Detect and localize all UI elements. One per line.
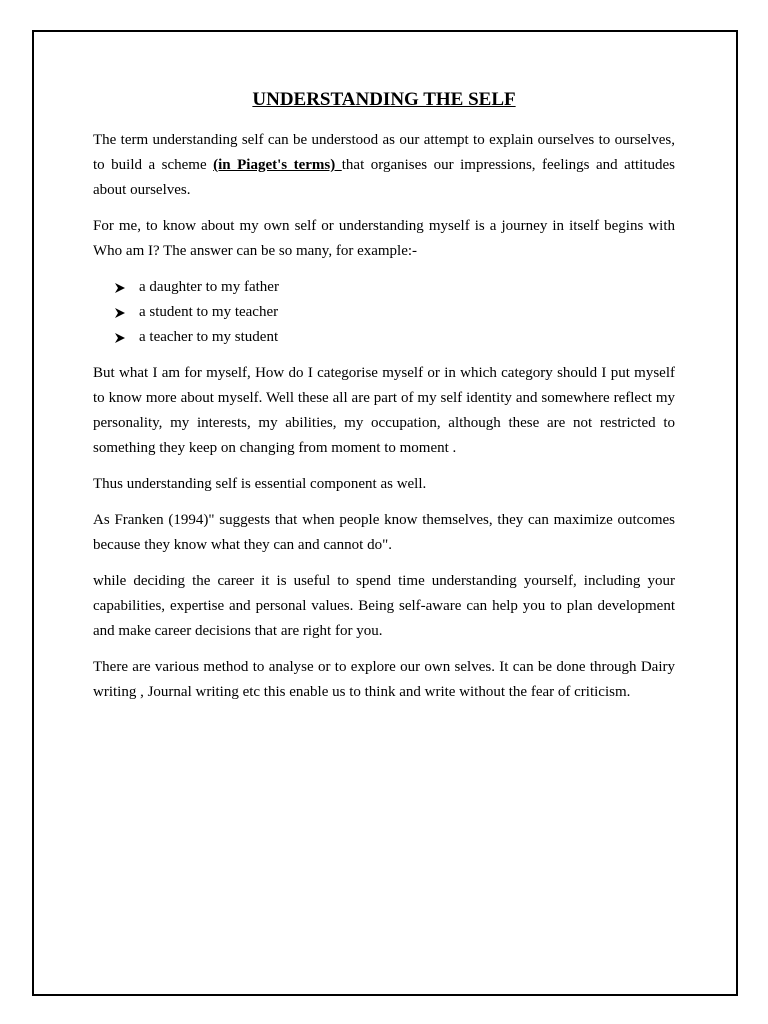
paragraph-definition-text-end: that organises our impressions, feelings and attitudes about ourselves. — [93, 157, 675, 198]
piaget-terms-emphasis: (in Piaget's terms) — [213, 157, 342, 173]
list-item-text: a student to my teacher — [139, 304, 279, 320]
paragraph-self-identity: But what I am for myself, How do I categorise myself or in which category should I put myself to know more about myself. Well these all are part of my self identity and somewhere reflect my personality, my interests, my abilities, my occupation, although these are not restricted to something they keep on changing from moment to moment . — [93, 365, 675, 456]
paragraph-franken-quote: As Franken (1994)" suggests that when people know themselves, they can maximize outcomes because they know what they can and cannot do". — [93, 512, 675, 553]
document-body — [93, 88, 675, 716]
list-item — [115, 325, 675, 350]
list-item — [115, 275, 675, 300]
examples-list — [93, 275, 675, 350]
paragraph-definition — [93, 128, 675, 203]
arrowhead-bullet-icon — [115, 333, 125, 343]
list-item-text: a daughter to my father — [139, 279, 279, 295]
paragraph-career: while deciding the career it is useful to spend time understanding yourself, including your capabilities, expertise and personal values. Being self-aware can help you to plan development and make career decisions that are right for you. — [93, 573, 675, 639]
list-item — [115, 300, 675, 325]
paragraph-definition-text-start: The term understanding self can be understood as our attempt to explain ourselves to ourselves, to build a scheme — [93, 132, 675, 173]
paragraph-who-am-i: For me, to know about my own self or understanding myself is a journey in itself begins with Who am I? The answer can be so many, for example:- — [93, 218, 675, 259]
paragraph-methods: There are various method to analyse or to explore our own selves. It can be done through Dairy writing , Journal writing etc this enable us to think and write without the fear of criticism. — [93, 659, 675, 700]
paragraph-essential: Thus understanding self is essential component as well. — [93, 476, 427, 492]
arrowhead-bullet-icon — [115, 308, 125, 318]
list-item-text: a teacher to my student — [139, 329, 279, 345]
document-title: UNDERSTANDING THE SELF — [252, 89, 516, 110]
arrowhead-bullet-icon — [115, 283, 125, 293]
